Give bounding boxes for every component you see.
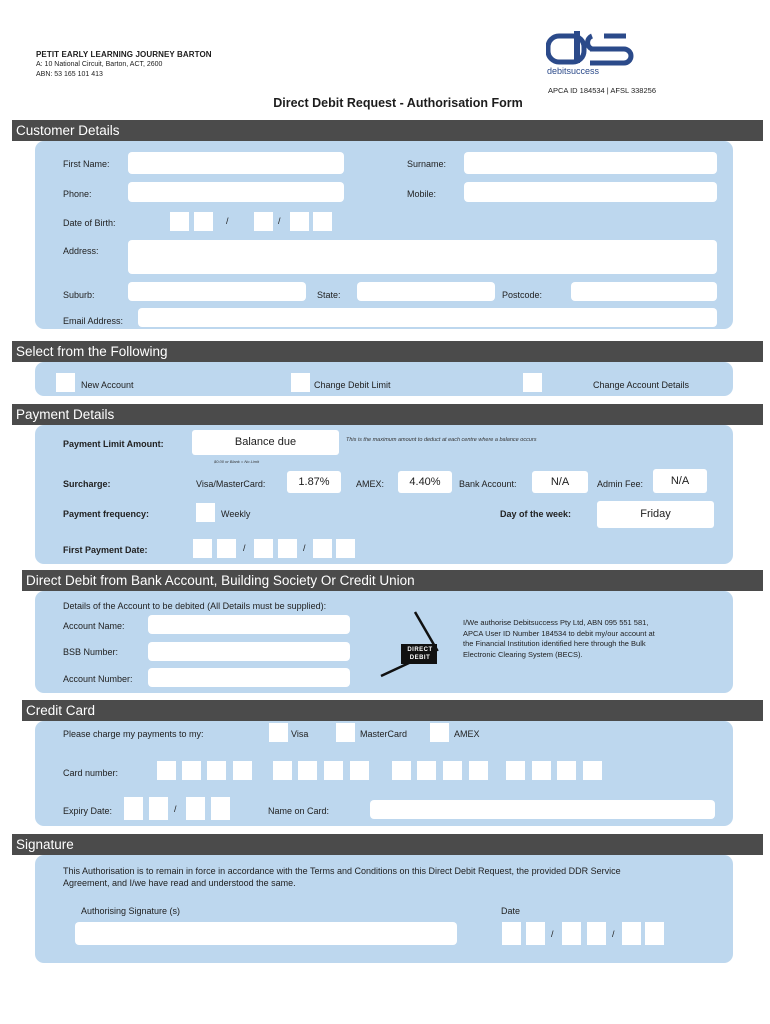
day-of-week-value[interactable]: Friday — [597, 501, 714, 528]
signature-date-month-digit-1[interactable] — [562, 922, 581, 945]
form-title: Direct Debit Request - Authorisation Form — [273, 96, 523, 110]
admin-fee-value: N/A — [653, 469, 707, 493]
visa-label: Visa — [291, 729, 309, 739]
postcode-label: Postcode: — [502, 290, 543, 300]
change-account-details-checkbox[interactable] — [523, 373, 542, 392]
first-payment-year-digit-2[interactable] — [336, 539, 355, 558]
address-input[interactable] — [128, 240, 717, 274]
first-payment-month-digit-2[interactable] — [278, 539, 297, 558]
change-debit-limit-label: Change Debit Limit — [314, 380, 391, 390]
card-digit[interactable] — [583, 761, 602, 780]
card-digit[interactable] — [182, 761, 201, 780]
amex-surcharge-value: 4.40% — [398, 471, 452, 493]
card-digit[interactable] — [443, 761, 462, 780]
bsb-number-label: BSB Number: — [63, 647, 119, 657]
card-digit[interactable] — [324, 761, 343, 780]
dob-day-digit-1[interactable] — [170, 212, 189, 231]
amex-label: AMEX — [454, 729, 480, 739]
direct-debit-logo — [379, 610, 459, 678]
card-digit[interactable] — [157, 761, 176, 780]
payment-limit-label: Payment Limit Amount: — [63, 439, 164, 449]
signature-date-label: Date — [501, 906, 521, 916]
visa-mastercard-surcharge-label: Visa/MasterCard: — [196, 479, 266, 489]
card-digit[interactable] — [392, 761, 411, 780]
direct-debit-logo-line1: DIRECT — [407, 647, 433, 653]
first-payment-year-digit-1[interactable] — [313, 539, 332, 558]
new-account-label: New Account — [81, 380, 134, 390]
expiry-separator: / — [174, 804, 177, 814]
state-input[interactable] — [357, 282, 495, 301]
card-digit[interactable] — [350, 761, 369, 780]
section-customer-details: Customer Details — [12, 120, 763, 141]
authorising-signature-label: Authorising Signature (s) — [81, 906, 181, 916]
mastercard-checkbox[interactable] — [336, 723, 355, 742]
organisation-address: A: 10 National Circuit, Barton, ACT, 2600 — [36, 61, 163, 68]
section-direct-debit-bank: Direct Debit from Bank Account, Building Society Or Credit Union — [22, 570, 763, 591]
debitsuccess-logo — [546, 30, 636, 83]
first-payment-separator: / — [243, 543, 246, 553]
account-number-input[interactable] — [148, 668, 350, 687]
card-digit[interactable] — [469, 761, 488, 780]
first-payment-day-digit-2[interactable] — [217, 539, 236, 558]
section-credit-card: Credit Card — [22, 700, 763, 721]
amex-surcharge-label: AMEX: — [356, 479, 385, 489]
bank-details-intro: Details of the Account to be debited (All Details must be supplied): — [63, 601, 327, 611]
first-name-label: First Name: — [63, 159, 110, 169]
first-payment-separator: / — [303, 543, 306, 553]
mobile-label: Mobile: — [407, 189, 437, 199]
card-digit[interactable] — [557, 761, 576, 780]
card-number-label: Card number: — [63, 768, 119, 778]
signature-terms-line-1: This Authorisation is to remain in force in accordance with the Terms and Conditions on this Direct Debit Request, the provided DDR Service — [63, 866, 621, 876]
weekly-label: Weekly — [221, 509, 251, 519]
first-payment-date-label: First Payment Date: — [63, 545, 148, 555]
payment-frequency-label: Payment frequency: — [63, 509, 150, 519]
organisation-name: PETIT EARLY LEARNING JOURNEY BARTON — [36, 50, 212, 59]
day-of-week-label: Day of the week: — [500, 509, 572, 519]
section-signature: Signature — [12, 834, 763, 855]
dob-day-digit-2[interactable] — [194, 212, 213, 231]
phone-label: Phone: — [63, 189, 92, 199]
bank-authorisation-line-3: the Financial Institution identified here through the Bulk — [463, 639, 646, 648]
bank-authorisation-line-2: APCA User ID Number 184534 to debit my/our account at — [463, 628, 655, 638]
payment-limit-subnote: $0.00 or Blank = No Limit — [214, 459, 260, 464]
suburb-input[interactable] — [128, 282, 306, 301]
logo-text: debitsuccess — [547, 66, 600, 76]
authorising-signature-input[interactable] — [75, 922, 457, 945]
bank-account-fee-value: N/A — [532, 471, 588, 493]
change-account-details-label: Change Account Details — [593, 380, 690, 390]
expiry-date-label: Expiry Date: — [63, 806, 113, 816]
first-payment-day-digit-1[interactable] — [193, 539, 212, 558]
email-label: Email Address: — [63, 316, 124, 326]
new-account-checkbox[interactable] — [56, 373, 75, 392]
card-digit[interactable] — [417, 761, 436, 780]
postcode-input[interactable] — [571, 282, 717, 301]
weekly-checkbox[interactable] — [196, 503, 215, 522]
dob-label: Date of Birth: — [63, 218, 116, 228]
dob-separator: / — [226, 216, 229, 226]
card-digit[interactable] — [532, 761, 551, 780]
bsb-number-input[interactable] — [148, 642, 350, 661]
account-name-input[interactable] — [148, 615, 350, 634]
dob-month-digit-2[interactable] — [290, 212, 309, 231]
signature-date-month-digit-2[interactable] — [587, 922, 606, 945]
suburb-label: Suburb: — [63, 290, 95, 300]
visa-checkbox[interactable] — [269, 723, 288, 742]
expiry-year-digit-2[interactable] — [211, 797, 230, 820]
state-label: State: — [317, 290, 341, 300]
bank-authorisation-text — [463, 618, 655, 660]
admin-fee-label: Admin Fee: — [597, 479, 644, 489]
payment-limit-note: This is the maximum amount to deduct at each centre where a balance occurs — [346, 437, 537, 443]
surcharge-label: Surcharge: — [63, 479, 111, 489]
card-digit[interactable] — [298, 761, 317, 780]
organisation-abn: ABN: 53 165 101 413 — [36, 71, 103, 78]
amex-checkbox[interactable] — [430, 723, 449, 742]
expiry-year-digit-1[interactable] — [186, 797, 205, 820]
signature-date-separator: / — [551, 929, 554, 939]
first-payment-month-digit-1[interactable] — [254, 539, 273, 558]
signature-date-year-digit-1[interactable] — [622, 922, 641, 945]
card-digit[interactable] — [506, 761, 525, 780]
name-on-card-input[interactable] — [370, 800, 715, 819]
select-panel — [35, 362, 733, 396]
card-digit[interactable] — [273, 761, 292, 780]
bank-authorisation-line-1: I/We authorise Debitsuccess Pty Ltd, ABN 095 551 581, — [463, 618, 649, 627]
surname-label: Surname: — [407, 159, 447, 169]
payment-limit-input[interactable]: Balance due — [192, 430, 339, 455]
address-label: Address: — [63, 246, 99, 256]
email-input[interactable] — [138, 308, 717, 327]
first-name-input[interactable] — [128, 152, 344, 174]
dob-separator: / — [278, 216, 281, 226]
signature-date-day-digit-1[interactable] — [502, 922, 521, 945]
account-number-label: Account Number: — [63, 674, 133, 684]
section-payment-details: Payment Details — [12, 404, 763, 425]
charge-payments-label: Please charge my payments to my: — [63, 729, 204, 739]
expiry-month-digit-2[interactable] — [149, 797, 168, 820]
bank-authorisation-line-4: Electronic Clearing System (BECS). — [463, 649, 583, 659]
signature-terms-text — [63, 865, 621, 889]
direct-debit-logo-line2: DEBIT — [409, 655, 431, 661]
mastercard-label: MasterCard — [360, 729, 408, 739]
surname-input[interactable] — [464, 152, 717, 174]
signature-date-separator: / — [612, 929, 615, 939]
signature-terms-line-2: Agreement, and I/we have read and understood the same. — [63, 878, 296, 888]
dob-year-digits[interactable] — [313, 212, 332, 231]
phone-input[interactable] — [128, 182, 344, 202]
card-digit[interactable] — [207, 761, 226, 780]
mobile-input[interactable] — [464, 182, 717, 202]
account-name-label: Account Name: — [63, 621, 125, 631]
change-debit-limit-checkbox[interactable] — [291, 373, 310, 392]
signature-date-year-digit-2[interactable] — [645, 922, 664, 945]
dob-month-digit-1[interactable] — [254, 212, 273, 231]
name-on-card-label: Name on Card: — [268, 806, 330, 816]
expiry-month-digit-1[interactable] — [124, 797, 143, 820]
signature-date-day-digit-2[interactable] — [526, 922, 545, 945]
visa-mastercard-surcharge-value: 1.87% — [287, 471, 341, 493]
card-digit[interactable] — [233, 761, 252, 780]
section-select-following: Select from the Following — [12, 341, 763, 362]
bank-account-fee-label: Bank Account: — [459, 479, 517, 489]
apca-afsl-line: APCA ID 184534 | AFSL 338256 — [548, 86, 656, 95]
